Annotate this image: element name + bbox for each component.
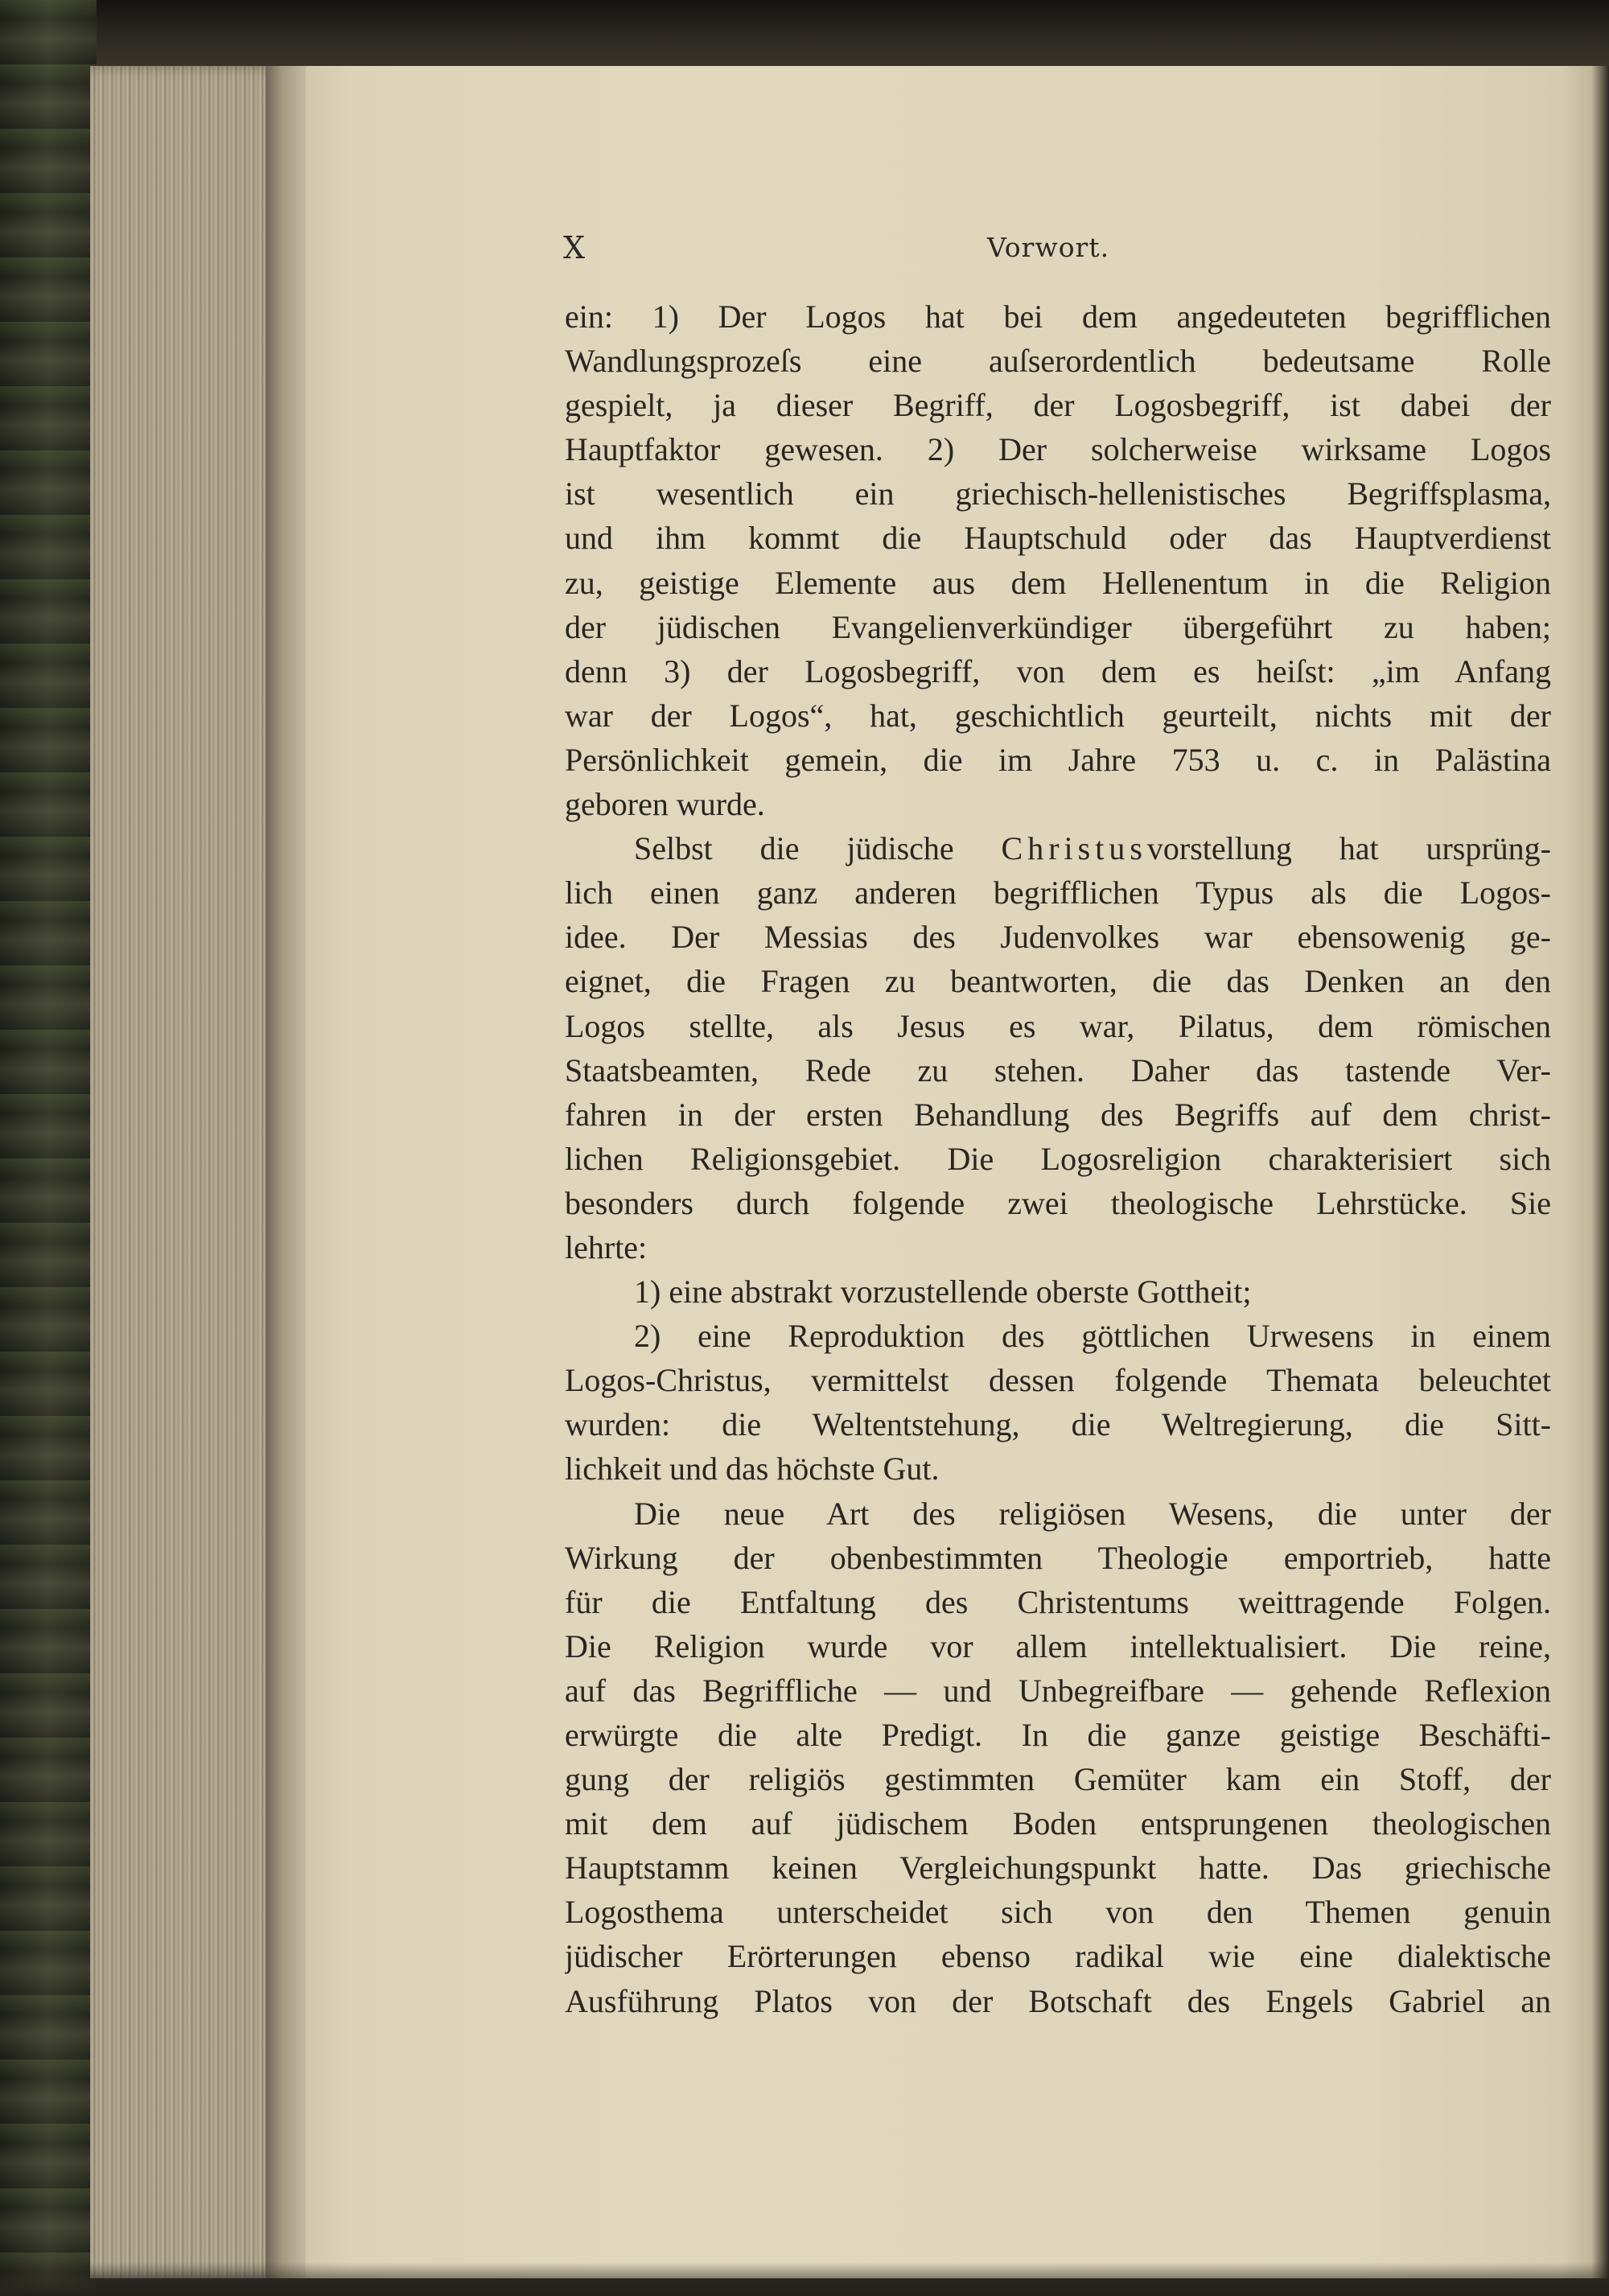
page-header [563,230,1553,265]
text-line: auf das Begriffliche — und Unbegreifbare — gehende Reflexion [565,1672,1551,1709]
text-line: Hauptstamm keinen Vergleichungspunkt hatte. Das griechische [565,1850,1551,1887]
text-line: besonders durch folgende zwei theologische Lehrstücke. Sie [565,1184,1551,1221]
book-cover-left [0,0,97,2296]
running-title: Vorwort. [987,232,1110,263]
text-line: zu, geistige Elemente aus dem Hellenentum in die Religion [565,564,1551,601]
text-line: eignet, die Fragen zu beantworten, die das Denken an den [565,963,1551,1000]
text-line: 2) eine Reproduktion des göttlichen Urwesens in einem [634,1318,1551,1355]
paragraph [565,826,1551,1269]
text-line: lichen Religionsgebiet. Die Logosreligion charakterisiert sich [565,1140,1551,1177]
page-right-edge [1591,66,1609,2278]
text-line: Wirkung der obenbestimmten Theologie emportrieb, hatte [565,1539,1551,1576]
text-line: gespielt, ja dieser Begriff, der Logosbegriff, ist dabei der [565,387,1551,424]
text-line: für die Entfaltung des Christentums weittragende Folgen. [565,1583,1551,1620]
text-line: Logos-Christus, vermittelst dessen folgende Themata beleuchtet [565,1362,1551,1399]
text-line: Persönlichkeit gemein, die im Jahre 753 u. c. in Palästina [565,741,1551,778]
text-line: lichkeit und das höchste Gut. [565,1450,940,1487]
paragraph [565,1269,1551,1314]
paragraph [565,1314,1551,1491]
text-line: Logosthema unterscheidet sich von den Themen genuin [565,1894,1551,1931]
text-line: Hauptfaktor gewesen. 2) Der solcherweise wirksame Logos [565,431,1551,468]
text-line: Logos stellte, als Jesus es war, Pilatus, dem römischen [565,1007,1551,1044]
text-line: 1) eine abstrakt vorzustellende oberste Gottheit; [634,1273,1252,1311]
text-line: lich einen ganz anderen begrifflichen Typus als die Logos- [565,874,1551,911]
text-line: fahren in der ersten Behandlung des Begriffs auf dem christ- [565,1096,1551,1133]
spaced-emphasis: Christus [1001,830,1147,867]
text-line: mit dem auf jüdischem Boden entsprungenen theologischen [565,1805,1551,1842]
text-line: Die neue Art des religiösen Wesens, die unter der [634,1495,1551,1532]
text-line: ist wesentlich ein griechisch-hellenistisches Begriffsplasma, [565,475,1551,512]
text-line: idee. Der Messias des Judenvolkes war ebensowenig ge- [565,919,1551,956]
text-line: gung der religiös gestimmten Gemüter kam ein Stoff, der [565,1761,1551,1798]
text-line: war der Logos“, hat, geschichtlich geurteilt, nichts mit der [565,697,1551,734]
text-line: lehrte: [565,1228,648,1265]
bottom-shadow [0,2262,1609,2296]
body-text [565,294,1551,2023]
text-line: denn 3) der Logosbegriff, von dem es heiſst: „im Anfang [565,652,1551,689]
paragraph [565,294,1551,826]
text-run: vorstellung hat ursprüng- [1146,830,1551,867]
text-run: Selbst die jüdische [634,830,1002,867]
text-line: geboren wurde. [565,786,765,823]
book-cover-top [0,0,1609,71]
text-line: Ausführung Platos von der Botschaft des Engels Gabriel an [565,1982,1551,2019]
text-line: wurden: die Weltentstehung, die Weltregierung, die Sitt- [565,1406,1551,1443]
text-line: Staatsbeamten, Rede zu stehen. Daher das tastende Ver- [565,1051,1551,1088]
text-line: Wandlungsprozeſs eine auſserordentlich bedeutsame Rolle [565,343,1551,380]
text-line: jüdischer Erörterungen ebenso radikal wie eine dialektische [565,1938,1551,1975]
text-line: erwürgte die alte Predigt. In die ganze geistige Beschäfti- [565,1717,1551,1753]
text-line: Die Religion wurde vor allem intellektualisiert. Die reine, [565,1627,1551,1664]
text-line: und ihm kommt die Hauptschuld oder das Hauptverdienst [565,520,1551,557]
text-line: ein: 1) Der Logos hat bei dem angedeuteten begrifflichen [565,298,1551,335]
text-line [565,826,1551,870]
page-number: X [563,230,587,265]
paragraph [565,1492,1551,2023]
text-line: der jüdischen Evangelienverkündiger übergeführt zu haben; [565,608,1551,645]
